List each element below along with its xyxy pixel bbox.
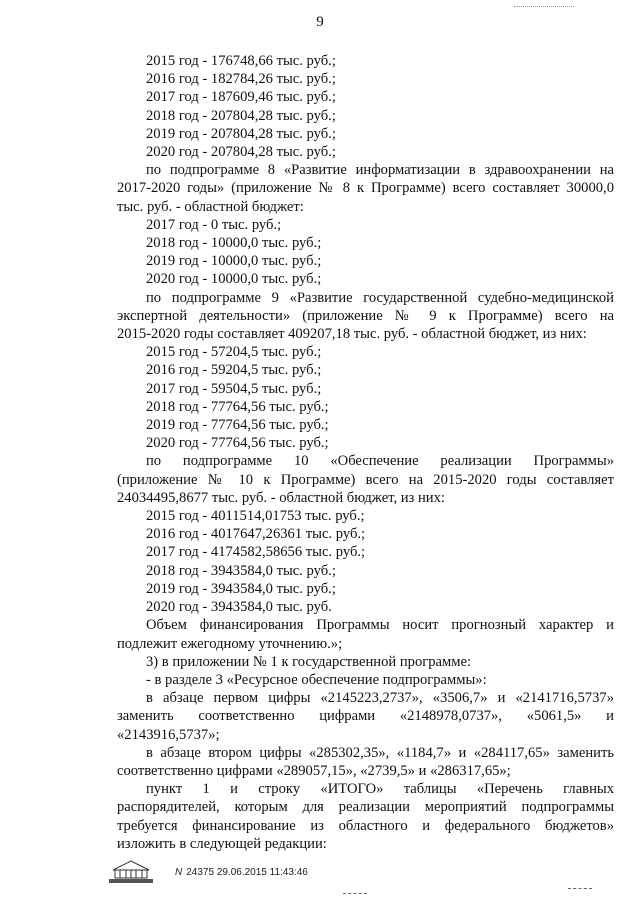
paragraph-line: 2015-2020 годы составляет 409207,18 тыс. руб. - областной бюджет, из них: — [117, 326, 587, 343]
paragraph-line: заменить соответственно цифрами «2148978,0737», «5061,5» и — [117, 708, 614, 725]
paragraph-line: в абзаце втором цифры «285302,35», «1184,7» и «284117,65» заменить — [146, 744, 614, 761]
document-body — [117, 52, 614, 853]
paragraph-line: - в разделе 3 «Ресурсное обеспечение подпрограммы»: — [146, 671, 487, 688]
funding-line: 2019 год - 77764,56 тыс. руб.; — [146, 417, 329, 434]
scan-artifact — [343, 885, 367, 894]
funding-line: 2018 год - 207804,28 тыс. руб.; — [146, 107, 336, 124]
registration-text: 24375 29.06.2015 11:43:46 — [186, 867, 308, 878]
paragraph-line: пункт 1 и строку «ИТОГО» таблицы «Перечень главных — [146, 781, 614, 798]
paragraph-line: подлежит ежегодному уточнению.»; — [117, 635, 343, 652]
scan-artifact — [568, 880, 592, 889]
paragraph-line: распорядителей, которым для реализации мероприятий подпрограммы — [117, 799, 614, 816]
paragraph-line: 3) в приложении № 1 к государственной программе: — [146, 653, 472, 670]
paragraph-line: соответственно цифрами «289057,15», «2739,5» и «286317,65»; — [117, 762, 511, 779]
scan-artifact — [514, 6, 574, 13]
paragraph-line: по подпрограмме 9 «Развитие государственной судебно-медицинской — [146, 289, 614, 306]
document-registration-id — [175, 867, 308, 878]
paragraph-line: 24034495,8677 тыс. руб. - областной бюджет, из них: — [117, 489, 445, 506]
funding-line: 2018 год - 3943584,0 тыс. руб.; — [146, 562, 336, 579]
paragraph-line: 2017-2020 годы» (приложение № 8 к Программе) всего составляет 30000,0 — [117, 180, 614, 197]
paragraph-line: Объем финансирования Программы носит прогнозный характер и — [146, 617, 614, 634]
funding-line: 2018 год - 10000,0 тыс. руб.; — [146, 235, 322, 252]
funding-line: 2020 год - 10000,0 тыс. руб.; — [146, 271, 322, 288]
funding-line: 2015 год - 176748,66 тыс. руб.; — [146, 53, 336, 69]
funding-line: 2017 год - 187609,46 тыс. руб.; — [146, 89, 336, 106]
funding-line: 2016 год - 182784,26 тыс. руб.; — [146, 71, 336, 88]
paragraph-line: экспертной деятельности» (приложение № 9 к Программе) всего на — [117, 307, 614, 324]
funding-line: 2017 год - 0 тыс. руб.; — [146, 216, 282, 233]
funding-line: 2017 год - 4174582,58656 тыс. руб.; — [146, 544, 366, 561]
number-mark: N — [175, 867, 183, 878]
document-footer — [107, 858, 467, 888]
funding-line: 2016 год - 59204,5 тыс. руб.; — [146, 362, 322, 379]
funding-line: 2015 год - 4011514,01753 тыс. руб.; — [146, 508, 365, 525]
paragraph-line: по подпрограмме 10 «Обеспечение реализации Программы» — [146, 453, 614, 470]
page-number: 9 — [316, 14, 324, 30]
funding-line: 2020 год - 207804,28 тыс. руб.; — [146, 144, 336, 161]
building-stamp-icon — [107, 858, 155, 884]
paragraph-line: «2143916,5737»; — [117, 726, 220, 743]
paragraph-line: по подпрограмме 8 «Развитие информатизации в здравоохранении на — [146, 162, 614, 179]
paragraph-line: изложить в следующей редакции: — [117, 835, 327, 852]
funding-line: 2020 год - 77764,56 тыс. руб.; — [146, 435, 329, 452]
paragraph-line: требуется финансирование из областного и федерального бюджетов» — [117, 817, 614, 834]
funding-line: 2016 год - 4017647,26361 тыс. руб.; — [146, 526, 366, 543]
paragraph-line: в абзаце первом цифры «2145223,2737», «3506,7» и «2141716,5737» — [146, 690, 614, 707]
paragraph-line: (приложение № 10 к Программе) всего на 2015-2020 годы составляет — [117, 471, 614, 488]
funding-line: 2019 год - 3943584,0 тыс. руб.; — [146, 580, 336, 597]
funding-line: 2020 год - 3943584,0 тыс. руб. — [146, 599, 332, 616]
funding-line: 2019 год - 207804,28 тыс. руб.; — [146, 125, 336, 142]
funding-line: 2018 год - 77764,56 тыс. руб.; — [146, 398, 329, 415]
funding-line: 2017 год - 59504,5 тыс. руб.; — [146, 380, 322, 397]
paragraph-line: тыс. руб. - областной бюджет: — [117, 198, 304, 215]
funding-line: 2019 год - 10000,0 тыс. руб.; — [146, 253, 322, 270]
funding-line: 2015 год - 57204,5 тыс. руб.; — [146, 344, 322, 361]
